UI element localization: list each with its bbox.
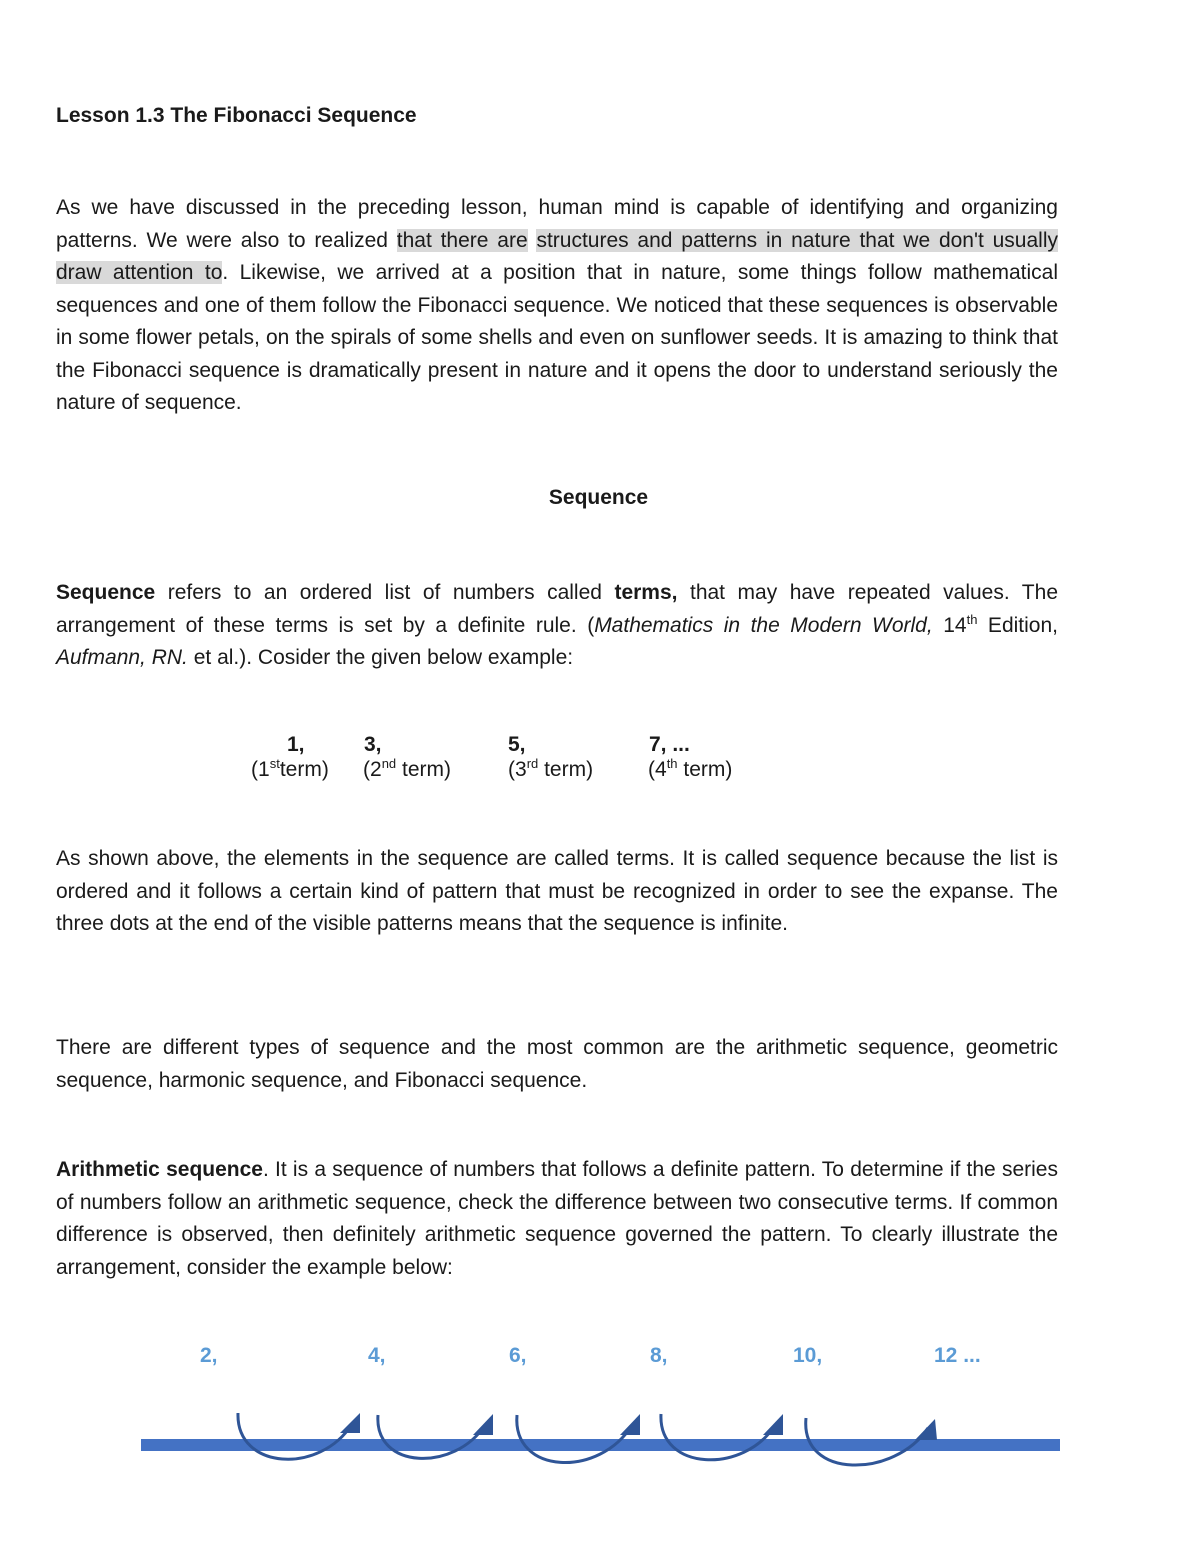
jump-arrow-3	[517, 1415, 632, 1463]
intro-paragraph	[56, 192, 1058, 420]
author-name: Aufmann, RN.	[56, 646, 188, 669]
lesson-title: Lesson 1.3 The Fibonacci Sequence	[56, 104, 417, 127]
arith-number-5: 10,	[793, 1344, 823, 1367]
jump-arrow-1	[238, 1413, 352, 1459]
arrowhead-4-icon	[763, 1414, 783, 1435]
definition-text-3: 14	[932, 613, 967, 637]
example-label-3: (3rd term)	[508, 756, 594, 781]
definition-text-4: Edition,	[977, 613, 1058, 637]
intro-text-end: . Likewise, we arrived at a position that in nature, some things follow mathematical sequences and one of them follow the Fibonacci sequence. We noticed that these sequences is observable in some flower petals, on the spirals of some shells and even on sunflower seeds. It is amazing to think that the Fibonacci sequence is dramatically present in nature and it opens the door to understand seriously the nature of sequence.	[56, 261, 1059, 414]
arithmetic-term: Arithmetic sequence	[56, 1158, 263, 1181]
section-heading: Sequence	[548, 486, 649, 509]
definition-term-terms: terms,	[614, 581, 678, 604]
definition-text-2: that may have repeated values. The arrangement of these terms is set by a definite rule. (	[56, 581, 1058, 637]
definition-text-1: refers to an ordered list of numbers called	[155, 581, 615, 604]
example-label-1: (1stterm)	[251, 756, 329, 781]
number-line-bar	[141, 1439, 1060, 1451]
number-line-diagram	[0, 1380, 1200, 1490]
jump-arrow-4	[661, 1414, 775, 1460]
book-title: Mathematics in the Modern World,	[594, 613, 933, 637]
arrowhead-5-icon	[915, 1419, 937, 1440]
definition-term-sequence: Sequence	[56, 581, 156, 604]
example-term-4: 7, ...	[649, 733, 690, 756]
jump-arrow-2	[378, 1415, 485, 1458]
example-term-1: 1,	[287, 733, 305, 756]
types-paragraph: There are different types of sequence and the most common are the arithmetic sequence, geometric sequence, harmonic sequence, and Fibonacci sequence.	[56, 1036, 1058, 1092]
explanation-paragraph: As shown above, the elements in the sequence are called terms. It is called sequence because the list is ordered and it follows a certain kind of pattern that must be recognized in order to see the expanse. The three dots at the end of the visible patterns means that the sequence is infinite.	[56, 847, 1058, 935]
intro-text-start: As we have discussed in the preceding lesson, human mind is capable of identifying and organizing patterns. We were also to realized	[56, 196, 1058, 252]
arith-number-4: 8,	[650, 1344, 668, 1367]
edition-superscript: th	[966, 611, 978, 627]
arith-number-1: 2,	[200, 1344, 218, 1367]
arrowhead-2-icon	[473, 1414, 493, 1435]
arith-number-3: 6,	[509, 1344, 527, 1367]
arrowhead-1-icon	[340, 1413, 360, 1433]
example-label-4: (4th term)	[648, 756, 733, 781]
example-label-2: (2nd term)	[363, 756, 451, 781]
highlight-2: structures and patterns in nature that we don't usually draw attention to	[56, 228, 1058, 284]
definition-paragraph	[56, 577, 1058, 675]
highlight-1: that there are	[396, 228, 528, 252]
arithmetic-body: . It is a sequence of numbers that follows a definite pattern. To determine if the series of numbers follow an arithmetic sequence, check the difference between two consecutive terms. If common difference is observed, then definitely arithmetic sequence governed the pattern. To clearly illustrate the arrangement, consider the example below:	[56, 1158, 1058, 1279]
example-term-2: 3,	[364, 733, 382, 756]
arrowhead-3-icon	[620, 1414, 640, 1435]
definition-text-5: et al.). Cosider the given below example:	[187, 646, 574, 669]
arith-number-2: 4,	[368, 1344, 386, 1367]
arithmetic-paragraph	[56, 1154, 1058, 1284]
arith-number-6: 12 ...	[934, 1344, 981, 1367]
example-term-3: 5,	[508, 733, 526, 756]
